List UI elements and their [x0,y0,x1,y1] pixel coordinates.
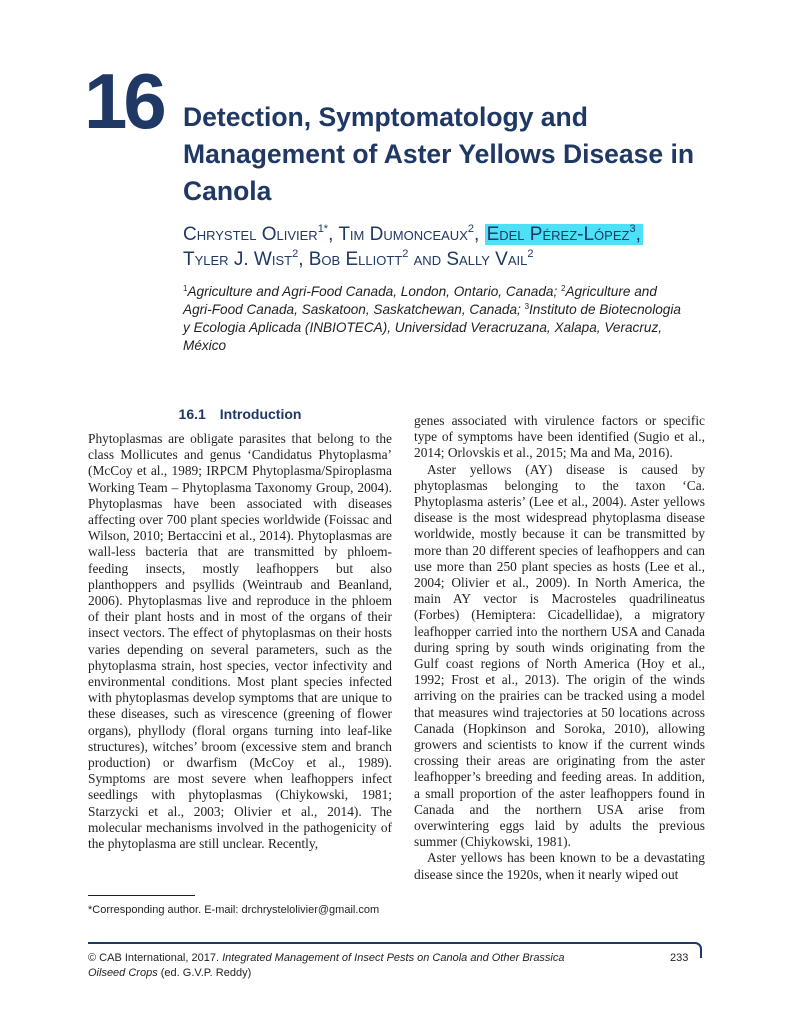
author-highlighted[interactable]: Edel Pérez-López$^3$, [486,223,641,245]
affiliation: Agriculture and Agri-Food Canada, Saskatoon, Saskatchewan, Canada; [183,284,657,317]
author-list [183,222,743,272]
paragraph: Phytoplasmas are obligate parasites that belong to the class Mollicutes and genus ‘Candidatus Phytoplasma’ (McCoy et al., 1989; IRPCM Phytoplasma/Spiroplasma Working Team – Phytoplasma Taxonomy Group, 2004). Phytoplasmas have been associated with diseases affecting over 700 plant species worldwide (Foissac and Wilson, 2010; Bertaccini et al., 2014). Phytoplasmas are wall-less bacteria that are transmitted by phloem-feeding insects, mostly leafhoppers but also planthoppers and psyllids (Weintraub and Beanland, 2006). Phytoplasmas live and reproduce in the phloem of their plant hosts and in most of the organs of their insect vectors. The effect of phytoplasmas on their hosts varies depending on several parameters, such as the phytoplasma strain, host species, vector infectivity and environmental conditions. Most plant species infected with phytoplasmas develop symptoms that are unique to these diseases, such as virescence (greening of flower organs), phyllody (floral organs turning into leaf-like structures), witches’ broom (excessive stem and branch production) or dwarfism (McCoy et al., 1989). Symptoms are most severe when leafhoppers infect seedlings with phytoplasmas (Chiykowski, 1981; Starzycki et al., 2003; Olivier et al., 2014). The molecular mechanisms involved in the pathogenicity of the phytoplasma are still unclear. Recently, [88,431,392,852]
body-column-right [414,413,705,883]
author: Tyler J. Wist$^2$, [183,248,309,270]
page-number: 233 [670,952,689,964]
author: Bob Elliott$^2$ and [308,248,447,270]
author: Tim Dumonceaux$^2$, [338,223,485,245]
footnote: *Corresponding author. E-mail: drchrystelolivier@gmail.com [88,904,380,916]
author: Chrystel Olivier$^{1*}$, [183,223,339,245]
copyright: © CAB International, 2017. [88,952,223,964]
chapter-number: 16 [84,57,163,145]
paragraph: genes associated with virulence factors or specific type of symptoms have been identified (Sugio et al., 2014; Orlovskis et al., 2015; Ma and Ma, 2016). [414,413,705,461]
section-number: 16.1 [178,406,206,422]
section-title: Introduction [219,406,302,422]
book-title: Integrated Management of Insect Pests on Canola and Other Brassica Oilseed Crops [88,952,565,979]
footer-citation [88,951,568,981]
author: Sally Vail$^2$ [446,248,534,270]
section-heading [88,405,392,423]
editor: (ed. G.V.P. Reddy) [157,967,252,979]
body-column-left [88,431,392,852]
affiliation: Instituto de Biotecnologia y Ecologia Aplicada (INBIOTECA), Universidad Veracruzana, Xalapa, Veracruz, México [183,302,681,353]
footnote-divider [88,895,195,896]
affiliation: Agriculture and Agri-Food Canada, London, Ontario, Canada; [187,284,562,299]
paragraph: Aster yellows has been known to be a devastating disease since the 1920s, when it nearly wiped out [414,850,705,882]
affiliations: $^1$Agriculture and Agri-Food Canada, London, Ontario, Canada; $^2$Agriculture and Agri-Food Canada, Saskatoon, Saskatchewan, Canada; $^3$Instituto de Biotecnologia y Ecologia Aplicada (INBIOTECA), Universidad Veracruzana, Xalapa, Veracruz, México [183,284,681,353]
paragraph: Aster yellows (AY) disease is caused by phytoplasmas belonging to the taxon ‘Ca. Phytoplasma asteris’ (Lee et al., 2004). Aster yellows disease is the most widespread phytoplasma disease worldwide, mostly because it can be transmitted by more than 20 different species of leafhoppers and can use more than 250 plant species as hosts (Lee et al., 2004; Olivier et al., 2009). In North America, the main AY vector is Macrosteles quadrilineatus (Forbes) (Hemiptera: Cicadellidae), a migratory leafhopper carried into the northern USA and Canada during spring by south winds originating from the Gulf coast regions of North America (Hoy et al., 1992; Frost et al., 2013). The origin of the winds arriving on the prairies can be tracked using a model that measures wind trajectories at 50 locations across Canada (Hopkinson and Soroka, 2010), allowing growers and scientists to know if the current winds crossing their areas are originating from the aster leafhopper’s breeding and feeding areas. In addition, a small proportion of the aster leafhoppers found in Canada and the northern USA arise from overwintering eggs laid by adults the previous summer (Chiykowski, 1981). [414,461,705,850]
chapter-title: Detection, Symptomatology and Management of Aster Yellows Disease in Canola [183,102,695,206]
